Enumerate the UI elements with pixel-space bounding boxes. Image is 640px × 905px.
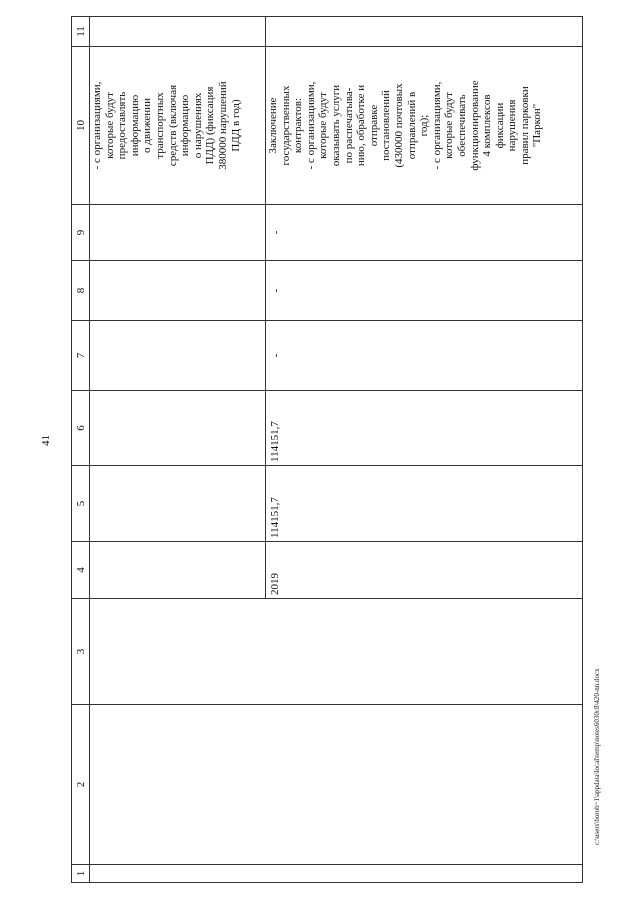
col-header-4: 4 — [72, 542, 90, 599]
cell-col7-dash: - — [266, 321, 583, 391]
cell-col7 — [90, 321, 266, 391]
cell-col11 — [90, 17, 266, 47]
budget-table — [71, 16, 583, 883]
cell-col11 — [266, 17, 583, 47]
cell-col5 — [90, 466, 266, 542]
col-header-8: 8 — [72, 261, 90, 321]
document-file-path: c:\users\borob~1\appdata\local\temp\notes6030c8\420-nn.docx — [593, 668, 601, 845]
col-header-3: 3 — [72, 599, 90, 705]
cell-year: 2019 — [266, 542, 583, 599]
col-header-6: 6 — [72, 391, 90, 466]
cell-col3 — [90, 599, 583, 705]
cell-col10-text: - с организациями, которые будут предоставлять информацию о движении транспортных средств (включая информацию о нарушениях ПДД) (фиксация 380000 нарушений ПДД в год) — [90, 47, 266, 205]
col-header-5: 5 — [72, 466, 90, 542]
col-header-1: 1 — [72, 865, 90, 883]
cell-col4 — [90, 542, 266, 599]
cell-col2 — [90, 705, 583, 865]
col-header-10: 10 — [72, 47, 90, 205]
table-row — [90, 17, 266, 883]
header-row — [72, 17, 90, 883]
rotated-table-container — [71, 17, 583, 883]
cell-col8 — [90, 261, 266, 321]
cell-col10-text: Заключение государственных контрактов: - с организациями, которые будут оказывать услуги по распечатыва- нию, обработке и отправке постановлений (430000 почтовых отправлений в год); - с организациями, которые будут обеспечивать функционирование 4 комплексов фиксации нарушения правил парковки "Паркон" — [266, 47, 583, 205]
cell-col9-dash: - — [266, 205, 583, 261]
col-header-9: 9 — [72, 205, 90, 261]
cell-col6 — [90, 391, 266, 466]
cell-col1 — [90, 865, 583, 883]
col-header-2: 2 — [72, 705, 90, 865]
col-header-7: 7 — [72, 321, 90, 391]
cell-amount-col5: 114151,7 — [266, 466, 583, 542]
cell-col9 — [90, 205, 266, 261]
cell-col8-dash: - — [266, 261, 583, 321]
col-header-11: 11 — [72, 17, 90, 47]
page-number: 41 — [40, 435, 52, 446]
cell-amount-col6: 114151,7 — [266, 391, 583, 466]
